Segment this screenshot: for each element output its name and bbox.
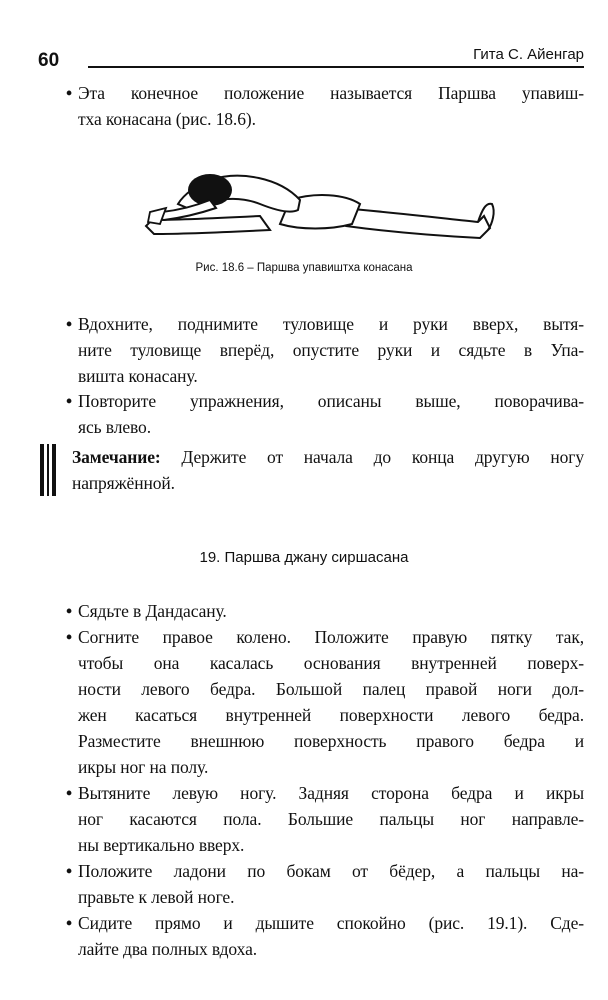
bullet-marker: • (66, 314, 73, 334)
text-line: Согните правое колено. Положите правую пятку так, (78, 627, 584, 647)
bullet-marker: • (66, 391, 73, 411)
note-margin-bars (40, 444, 60, 496)
bullet-marker: • (66, 627, 73, 647)
text-line: икры ног на полу. (78, 757, 209, 777)
text-line: Сядьте в Дандасану. (78, 601, 227, 621)
text-line: ног касаются пола. Большие пальцы ног направле- (78, 809, 584, 829)
section-title: 19. Паршва джану сиршасана (199, 549, 409, 566)
header-rule (88, 66, 584, 68)
extended-leg (340, 208, 490, 238)
pose-illustration (140, 160, 500, 250)
running-title: Гита С. Айенгар (473, 46, 584, 63)
text-line: Эта конечное положение называется Паршва упавиш- (78, 83, 584, 103)
note-text: напряжённой. (72, 473, 175, 493)
bullet-marker: • (66, 861, 73, 881)
note-block (72, 444, 584, 496)
bullet-item (66, 598, 584, 624)
text-line: Вдохните, поднимите туловище и руки вверх, вытя- (78, 314, 584, 334)
bullet-item (66, 858, 584, 910)
bullet-item (66, 780, 584, 858)
bullet-marker: • (66, 601, 73, 621)
bullet-item (66, 388, 584, 440)
text-line: жен касаться внутренней поверхности левого бедра. (78, 705, 584, 725)
text-line: ны вертикально вверх. (78, 835, 245, 855)
text-line: лайте два полных вдоха. (78, 939, 258, 959)
text-line: Повторите упражнения, описаны выше, поворачива- (78, 391, 584, 411)
text-line: Положите ладони по бокам от бёдер, а пальцы на- (78, 861, 584, 881)
page-number: 60 (38, 50, 60, 71)
figure-caption: Рис. 18.6 – Паршва упавиштха конасана (195, 262, 413, 274)
text-line: Разместите внешнюю поверхность правого бедра и (78, 731, 584, 751)
text-line: Вытяните левую ногу. Задняя сторона бедра и икры (78, 783, 584, 803)
bullet-item (66, 311, 584, 389)
text-line: ности левого бедра. Большой палец правой ноги дол- (78, 679, 584, 699)
text-line: Сидите прямо и дышите спокойно (рис. 19.1). Сде- (78, 913, 584, 933)
note-label: Замечание: (72, 447, 161, 467)
bullet-marker: • (66, 913, 73, 933)
note-text: Держите от начала до конца другую ногу (160, 447, 584, 467)
bullet-final-position (66, 80, 584, 132)
text-line: правьте к левой ноге. (78, 887, 235, 907)
text-line: тха конасана (рис. 18.6). (78, 109, 256, 129)
text-line: ните туловище вперёд, опустите руки и сядьте в Упа- (78, 340, 584, 360)
bullet-marker: • (66, 783, 73, 803)
bullet-item (66, 624, 584, 780)
bullet-marker: • (66, 83, 73, 103)
text-line: вишта конасану. (78, 366, 198, 386)
text-line: ясь влево. (78, 417, 151, 437)
text-line: чтобы она касалась основания внутренней поверх- (78, 653, 584, 673)
bullet-item (66, 910, 584, 962)
